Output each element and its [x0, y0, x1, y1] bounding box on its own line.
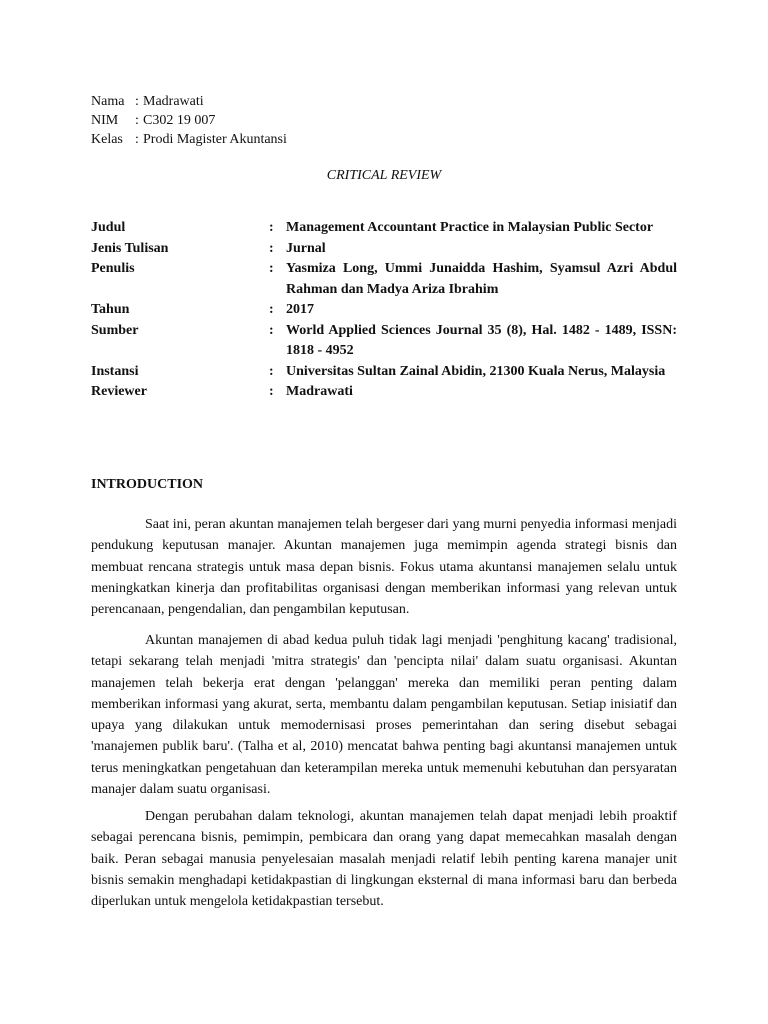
- meta-label: Tahun: [91, 302, 130, 317]
- meta-row-instansi: Instansi : Universitas Sultan Zainal Abidin, 21300 Kuala Nerus, Malaysia: [91, 362, 677, 383]
- document-title: CRITICAL REVIEW: [326, 168, 442, 183]
- identity-label: Nama: [91, 94, 125, 109]
- meta-row-penulis: Penulis : Yasmiza Long, Ummi Junaidda Hashim, Syamsul Azri Abdul Rahman dan Madya Ariza Ibrahim: [91, 259, 677, 300]
- student-identity: [91, 92, 287, 149]
- article-metadata: [91, 218, 677, 403]
- meta-value: Madrawati: [286, 384, 353, 399]
- meta-row-reviewer: Reviewer : Madrawati: [91, 382, 677, 403]
- meta-value: 2017: [286, 302, 314, 317]
- identity-value: Madrawati: [143, 94, 204, 109]
- meta-value: Universitas Sultan Zainal Abidin, 21300 Kuala Nerus, Malaysia: [286, 363, 666, 379]
- body-paragraph: Dengan perubahan dalam teknologi, akuntan manajemen telah dapat menjadi lebih proaktif sebagai perencana bisnis, pemimpin, pembicara dan orang yang dapat memecahkan masalah dengan baik. Peran sebagai manusia penyelesaian masalah menjadi relatif lebih penting karena manajer unit bisnis semakin menghadapi ketidakpastian di lingkungan eksternal di mana informasi baru dan berbeda diperlukan untuk mengelola ketidakpastian tersebut.: [91, 809, 677, 910]
- meta-label: Instansi: [91, 363, 139, 379]
- meta-value: Yasmiza Long, Ummi Junaidda Hashim, Syamsul Azri Abdul Rahman dan Madya Ariza Ibrahim: [286, 261, 677, 297]
- meta-row-tahun: Tahun : 2017: [91, 300, 677, 321]
- identity-value: C302 19 007: [143, 113, 216, 128]
- body-paragraph: Akuntan manajemen di abad kedua puluh tidak lagi menjadi 'penghitung kacang' tradisional, tetapi sekarang telah menjadi 'mitra strategis' dan 'pencipta nilai' dalam suatu organisasi. Akuntan manajemen telah bekerja erat dengan 'pelanggan' mereka dan memiliki peran penting dalam memberikan informasi yang akurat, serta, membantu dalam pengambilan keputusan. Setiap inisiatif dan upaya yang dilakukan untuk memodernisasi proses pemerintahan dan sering disebut sebagai 'manajemen publik baru'. (Talha et al, 2010) mencatat bahwa penting bagi akuntansi manajemen untuk terus meningkatkan pengetahuan dan keterampilan mereka untuk memenuhi kebutuhan dan persyaratan manajer dalam suatu organisasi.: [91, 633, 677, 798]
- meta-label: Jenis Tulisan: [91, 240, 169, 256]
- identity-value: Prodi Magister Akuntansi: [143, 132, 287, 147]
- meta-row-sumber: Sumber : World Applied Sciences Journal 35 (8), Hal. 1482 - 1489, ISSN: 1818 - 4952: [91, 321, 677, 362]
- meta-value: Management Accountant Practice in Malaysian Public Sector: [286, 220, 654, 235]
- body-paragraph: Saat ini, peran akuntan manajemen telah bergeser dari yang murni penyedia informasi menjadi pendukung keputusan manajer. Akuntan manajemen juga memimpin agenda strategi bisnis dan membuat rencana strategis untuk masa depan bisnis. Fokus utama akuntansi manajemen selalu untuk meningkatkan kinerja dan profitabilitas organisasi dengan memberikan informasi yang relevan untuk perencanaan, pengendalian, dan pengambilan keputusan.: [91, 517, 677, 618]
- meta-label: Reviewer: [91, 384, 147, 399]
- identity-row-kelas: Kelas : Prodi Magister Akuntansi: [91, 132, 287, 147]
- meta-row-jenis: Jenis Tulisan : Jurnal: [91, 239, 677, 260]
- identity-row-nim: NIM : C302 19 007: [91, 113, 216, 128]
- meta-value: Jurnal: [286, 240, 326, 256]
- meta-label: Penulis: [91, 261, 135, 276]
- identity-row-nama: Nama : Madrawati: [91, 94, 204, 109]
- meta-row-judul: Judul : Management Accountant Practice in Malaysian Public Sector: [91, 218, 677, 239]
- meta-value: World Applied Sciences Journal 35 (8), Hal. 1482 - 1489, ISSN: 1818 - 4952: [286, 322, 677, 358]
- identity-label: NIM: [91, 113, 119, 128]
- meta-label: Sumber: [91, 322, 139, 338]
- meta-label: Judul: [91, 220, 126, 235]
- section-heading: INTRODUCTION: [91, 477, 204, 492]
- identity-label: Kelas: [91, 132, 123, 147]
